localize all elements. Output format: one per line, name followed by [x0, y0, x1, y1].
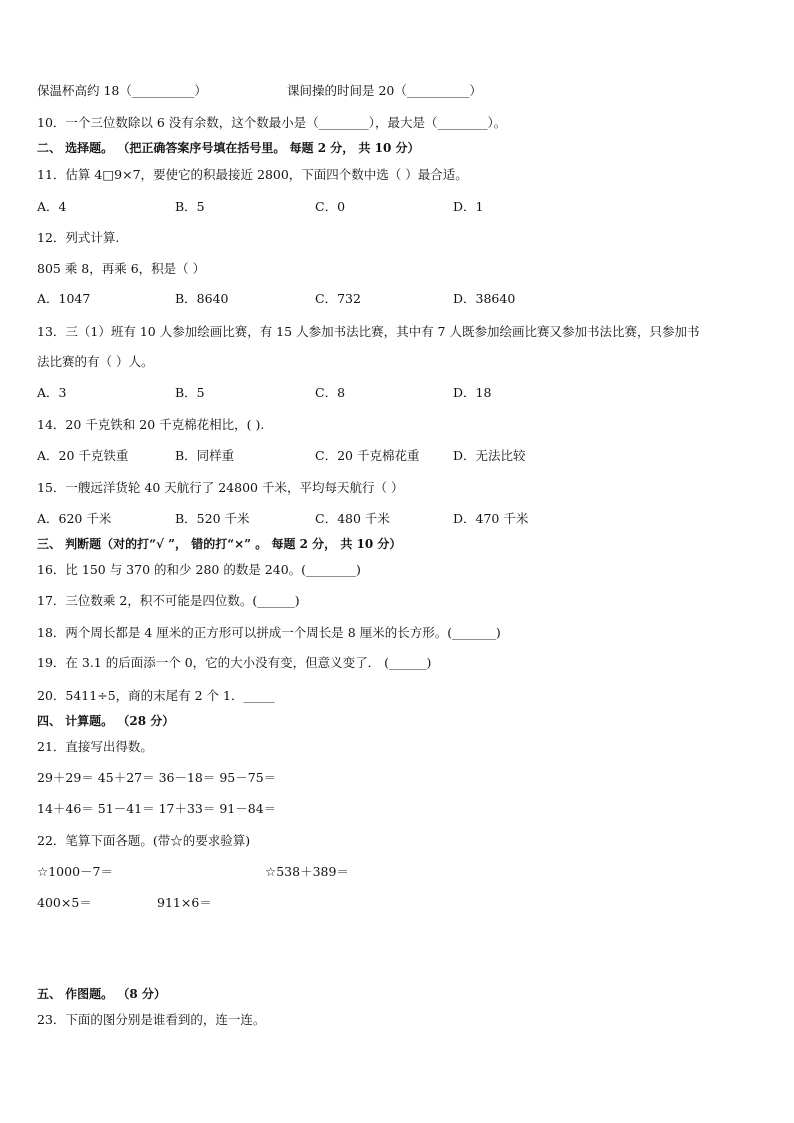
q9-item-b: 课间操的时间是 20（__________）	[287, 83, 482, 98]
q11-option-b: B．5	[175, 199, 205, 214]
q15-option-b: B．520 千米	[175, 511, 250, 526]
question-23: 23．下面的图分别是谁看到的，连一连。	[37, 1012, 266, 1027]
section-3-heading: 三、 判断题（对的打“√ ”， 错的打“×” 。 每题 2 分， 共 10 分）	[37, 537, 402, 551]
q13-option-a: A．3	[37, 385, 67, 400]
question-16: 16．比 150 与 370 的和少 280 的数是 240。(________)	[37, 562, 361, 577]
q14-option-b: B．同样重	[175, 448, 235, 463]
q11-option-a: A．4	[37, 199, 67, 214]
q13-option-c: C．8	[315, 385, 346, 400]
question-14: 14．20 千克铁和 20 千克棉花相比，( ).	[37, 417, 265, 432]
question-21: 21．直接写出得数。	[37, 739, 153, 754]
question-19: 19．在 3.1 的后面添一个 0，它的大小没有变，但意义变了． (______)	[37, 655, 432, 670]
question-22: 22．笔算下面各题。(带☆的要求验算)	[37, 833, 251, 848]
question-11: 11．估算 4□9×7，要使它的积最接近 2800，下面四个数中选（ ）最合适。	[37, 167, 468, 182]
q11-option-c: C．0	[315, 199, 346, 214]
section-4-heading: 四、 计算题。 （28 分）	[37, 714, 175, 728]
question-20: 20．5411÷5，商的末尾有 2 个 1．_____	[37, 688, 275, 703]
question-18: 18．两个周长都是 4 厘米的正方形可以拼成一个周长是 8 厘米的长方形。(_______)	[37, 625, 501, 640]
written-calc-4: 911×6＝	[157, 895, 212, 910]
question-12: 12．列式计算.	[37, 230, 120, 245]
written-calc-3: 400×5＝	[37, 895, 92, 910]
question-15: 15．一艘远洋货轮 40 天航行了 24800 千米，平均每天航行（ ）	[37, 480, 404, 495]
question-13-line-2: 法比赛的有（ ）人。	[37, 354, 154, 369]
q12-option-b: B．8640	[175, 291, 229, 306]
q15-option-c: C．480 千米	[315, 511, 390, 526]
q12-option-c: C．732	[315, 291, 361, 306]
q13-option-b: B．5	[175, 385, 205, 400]
question-10: 10．一个三位数除以 6 没有余数，这个数最小是（________），最大是（________）。	[37, 115, 507, 130]
q9-item-a: 保温杯高约 18（__________）	[37, 83, 207, 98]
q12-option-d: D．38640	[453, 291, 516, 306]
question-12-body: 805 乘 8，再乘 6，积是（ ）	[37, 261, 206, 276]
question-17: 17．三位数乘 2，积不可能是四位数。(______)	[37, 593, 300, 608]
section-2-heading: 二、 选择题。 （把正确答案序号填在括号里。 每题 2 分， 共 10 分）	[37, 141, 420, 155]
written-calc-2: ☆538＋389＝	[265, 864, 349, 879]
q14-option-c: C．20 千克棉花重	[315, 448, 420, 463]
q13-option-d: D．18	[453, 385, 492, 400]
calc-row-1: 29＋29＝ 45＋27＝ 36－18＝ 95－75＝	[37, 770, 277, 785]
q14-option-d: D．无法比较	[453, 448, 526, 463]
section-5-heading: 五、 作图题。 （8 分）	[37, 987, 166, 1001]
q15-option-d: D．470 千米	[453, 511, 529, 526]
q15-option-a: A．620 千米	[37, 511, 112, 526]
written-calc-1: ☆1000－7＝	[37, 864, 113, 879]
question-13-line-1: 13．三（1）班有 10 人参加绘画比赛，有 15 人参加书法比赛，其中有 7 人既参加绘画比赛又参加书法比赛，只参加书	[37, 324, 700, 339]
calc-row-2: 14＋46＝ 51－41＝ 17＋33＝ 91－84＝	[37, 801, 277, 816]
q14-option-a: A．20 千克铁重	[37, 448, 129, 463]
q11-option-d: D．1	[453, 199, 484, 214]
q12-option-a: A．1047	[37, 291, 91, 306]
